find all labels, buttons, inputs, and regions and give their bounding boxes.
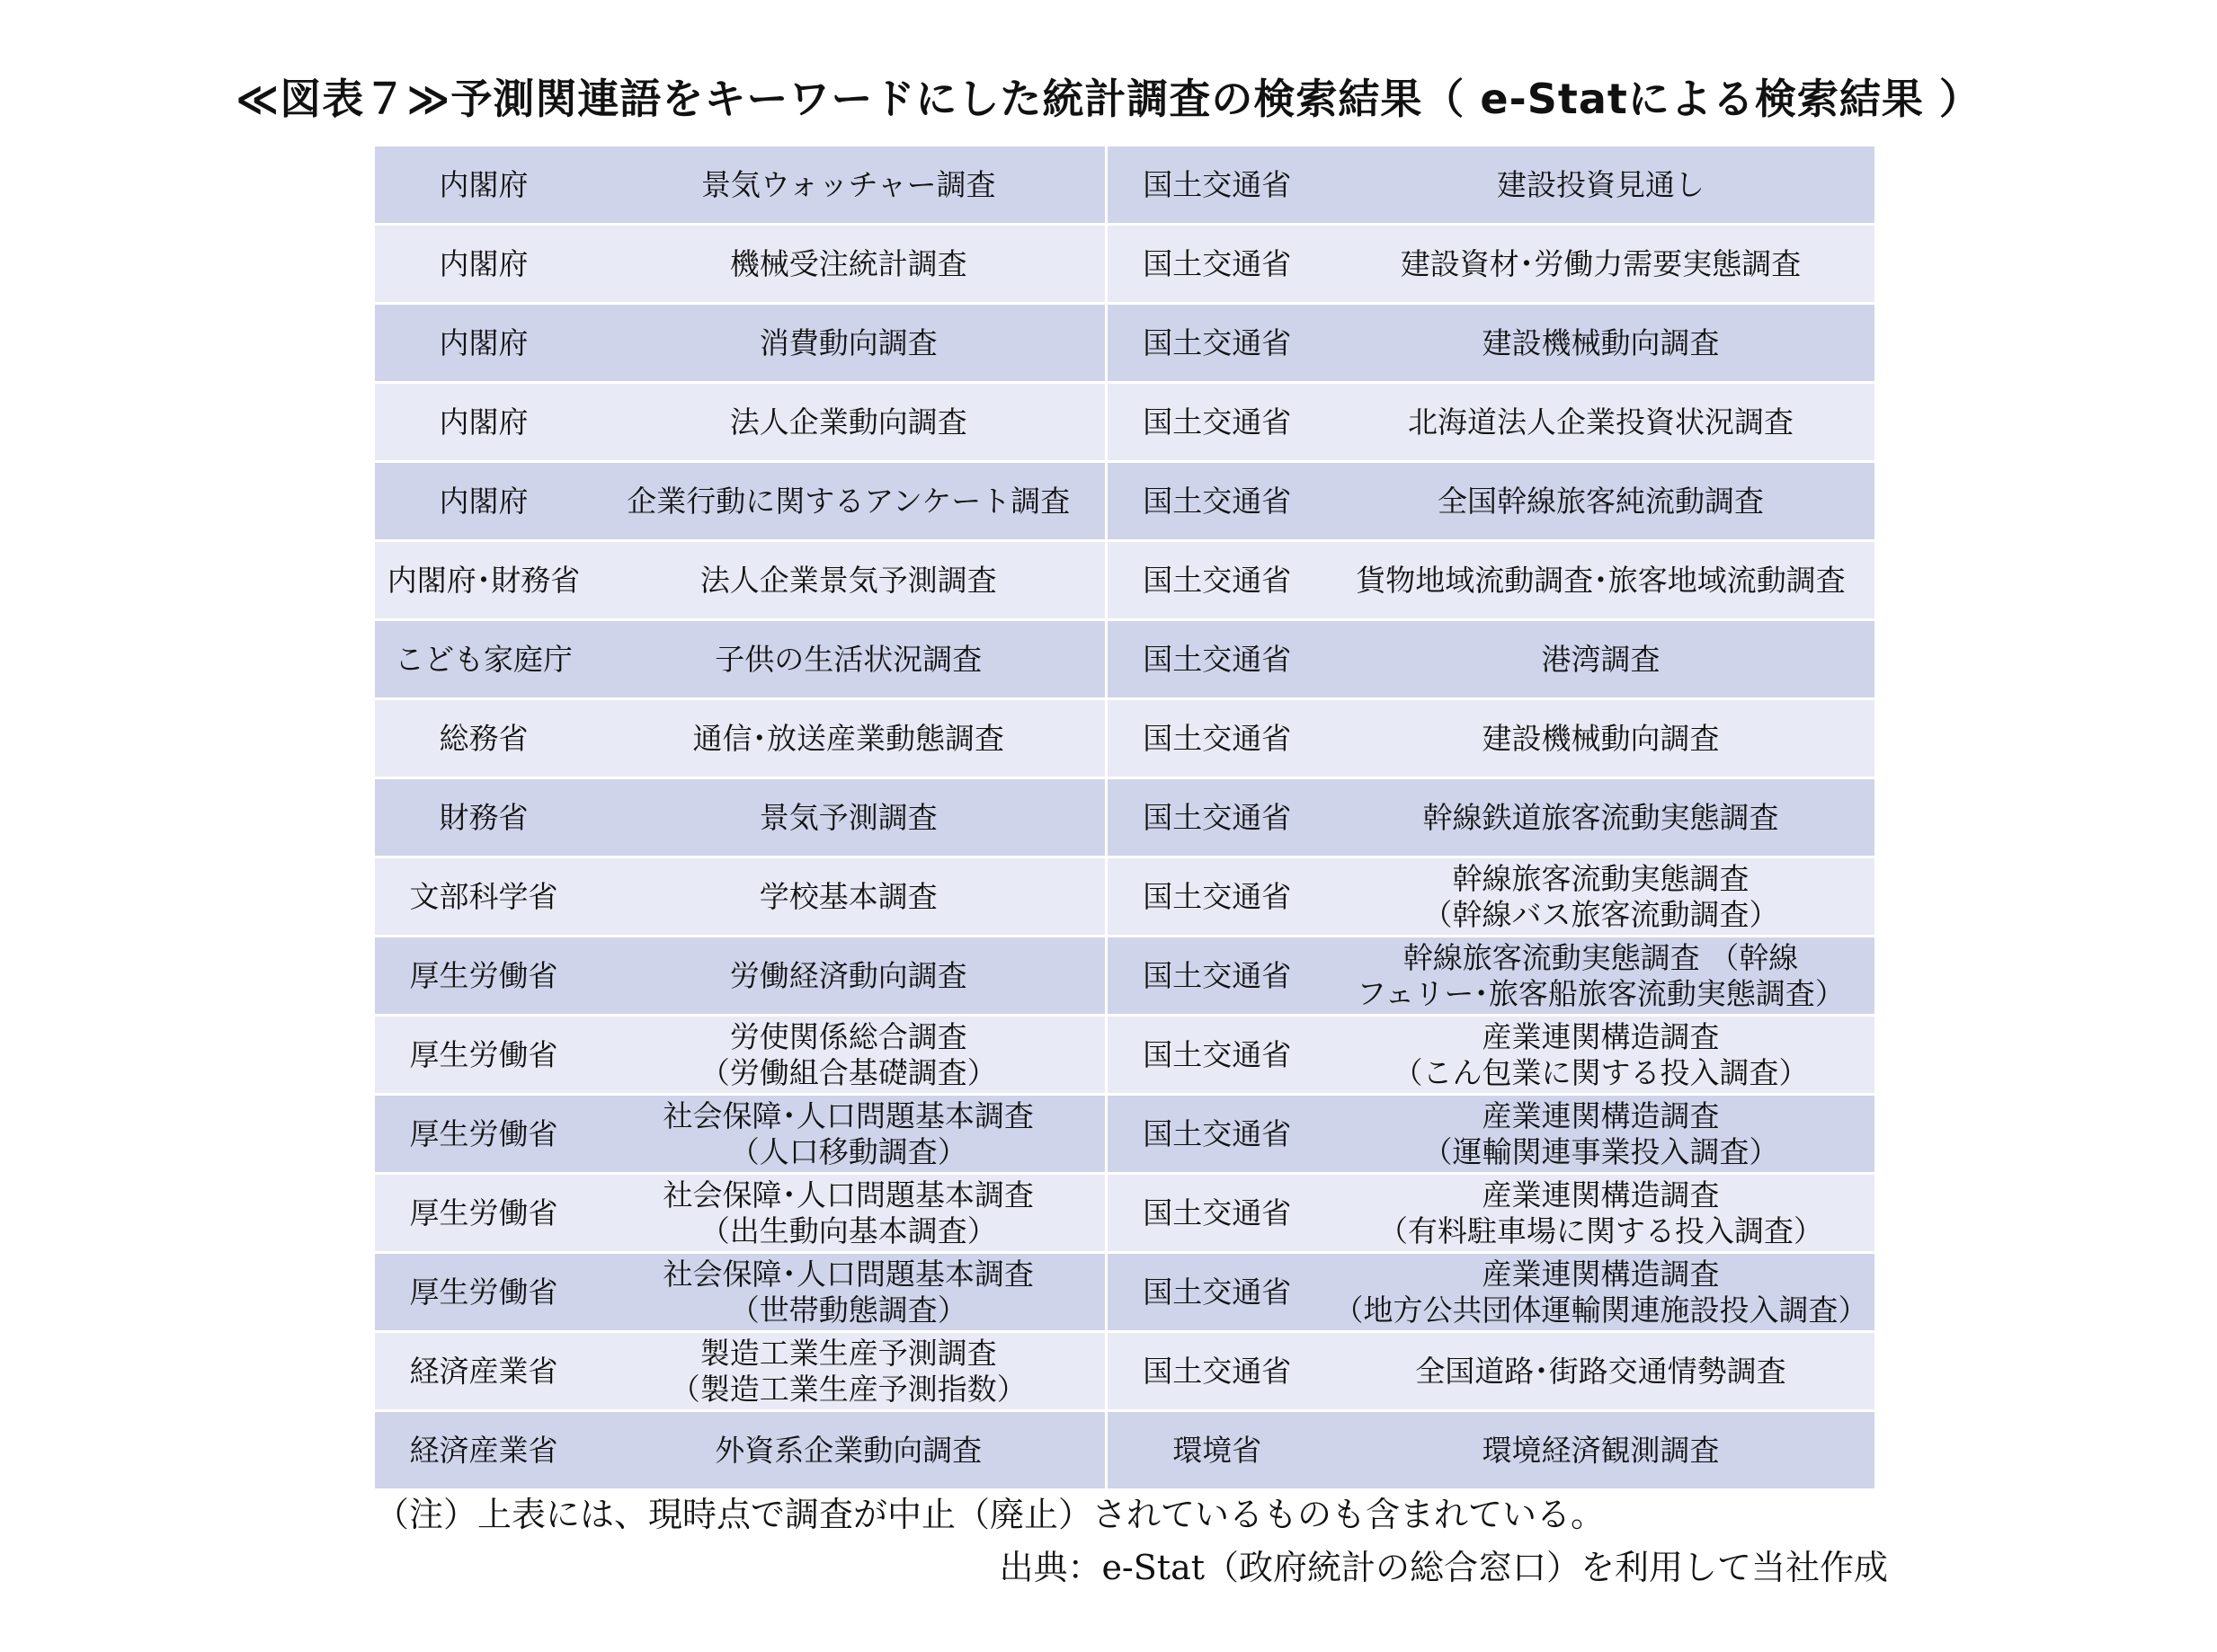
survey-left-cell-text: 法人企業動向調査 (729, 404, 967, 440)
table-note: （注）上表には、現時点で調査が中止（廃止）されているものも含まれている。 (375, 1495, 1606, 1534)
ministry-right-cell (1106, 383, 1327, 462)
survey-right-cell-text: 港湾調査 (1541, 641, 1661, 677)
ministry-right-cell-text: 国土交通省 (1143, 957, 1292, 993)
table-row (375, 1411, 1874, 1490)
ministry-left-cell-text: 内閣府 (439, 483, 529, 519)
ministry-right-cell (1106, 1016, 1327, 1095)
ministry-right-cell (1106, 620, 1327, 699)
ministry-right-cell (1106, 1095, 1327, 1174)
ministry-left-cell (375, 147, 592, 225)
survey-right-cell (1327, 937, 1874, 1016)
ministry-right-cell (1106, 1411, 1327, 1490)
ministry-right-cell (1106, 304, 1327, 383)
survey-right-cell (1327, 620, 1874, 699)
survey-right-cell (1327, 462, 1874, 541)
ministry-left-cell-text: 文部科学省 (409, 878, 558, 914)
survey-left-cell (592, 541, 1106, 620)
table-row (375, 462, 1874, 541)
survey-left-cell (592, 1174, 1106, 1253)
survey-right-cell-text: 建設資材･労働力需要実態調査 (1400, 245, 1802, 281)
survey-right-cell-text: 幹線鉄道旅客流動実態調査 (1422, 799, 1779, 835)
table-row (375, 1095, 1874, 1174)
survey-left-cell-text: 子供の生活状況調査 (715, 641, 983, 677)
ministry-left-cell-text: 総務省 (439, 720, 529, 756)
ministry-right-cell-text: 国土交通省 (1143, 404, 1292, 440)
ministry-left-cell-text: 内閣府 (439, 166, 529, 202)
ministry-right-cell (1106, 937, 1327, 1016)
survey-left-cell (592, 857, 1106, 937)
ministry-right-cell (1106, 1174, 1327, 1253)
ministry-left-cell (375, 1253, 592, 1332)
ministry-right-cell (1106, 699, 1327, 778)
table-row (375, 1174, 1874, 1253)
ministry-left-cell (375, 778, 592, 857)
ministry-right-cell (1106, 541, 1327, 620)
ministry-left-cell-text: 内閣府･財務省 (387, 562, 581, 598)
survey-right-cell (1327, 699, 1874, 778)
survey-left-cell-text: 機械受注統計調査 (729, 245, 967, 281)
ministry-left-cell-text: こども家庭庁 (395, 641, 573, 677)
ministry-right-cell-text: 国土交通省 (1143, 1353, 1292, 1389)
survey-left-cell (592, 147, 1106, 225)
ministry-left-cell-text: 内閣府 (439, 404, 529, 440)
survey-left-cell-text: 消費動向調査 (759, 324, 938, 360)
ministry-left-cell-text: 経済産業省 (409, 1353, 558, 1389)
ministry-left-cell-text: 厚生労働省 (409, 1274, 558, 1310)
table-row (375, 304, 1874, 383)
ministry-left-cell-text: 経済産業省 (409, 1432, 558, 1468)
survey-right-cell-text: 建設機械動向調査 (1482, 720, 1720, 756)
survey-left-cell (592, 1253, 1106, 1332)
ministry-right-cell (1106, 225, 1327, 304)
ministry-right-cell (1106, 778, 1327, 857)
ministry-right-cell-text: 国土交通省 (1143, 1195, 1292, 1230)
survey-right-cell-text: 貨物地域流動調査･旅客地域流動調査 (1356, 562, 1846, 598)
survey-left-cell-text: 通信･放送産業動態調査 (692, 720, 1004, 756)
survey-right-cell (1327, 857, 1874, 937)
survey-right-cell-text: 幹線旅客流動実態調査 （幹線バス旅客流動調査） (1422, 860, 1779, 932)
survey-left-cell-text: 労働経済動向調査 (729, 957, 967, 993)
ministry-left-cell-text: 厚生労働省 (409, 1115, 558, 1151)
table-row (375, 1332, 1874, 1411)
ministry-right-cell (1106, 1253, 1327, 1332)
survey-right-cell-text: 建設投資見通し (1497, 166, 1705, 202)
table-row (375, 778, 1874, 857)
ministry-right-cell (1106, 462, 1327, 541)
ministry-right-cell-text: 環境省 (1172, 1432, 1262, 1468)
ministry-left-cell (375, 462, 592, 541)
ministry-left-cell (375, 1016, 592, 1095)
table-row (375, 937, 1874, 1016)
ministry-left-cell (375, 1332, 592, 1411)
survey-left-cell-text: 社会保障･人口問題基本調査 （人口移動調査） (663, 1097, 1034, 1169)
ministry-right-cell-text: 国土交通省 (1143, 562, 1292, 598)
table-row (375, 147, 1874, 225)
ministry-right-cell-text: 国土交通省 (1143, 641, 1292, 677)
ministry-left-cell (375, 1411, 592, 1490)
table-row (375, 225, 1874, 304)
ministry-right-cell (1106, 1332, 1327, 1411)
survey-left-cell (592, 1332, 1106, 1411)
ministry-left-cell (375, 699, 592, 778)
survey-right-cell-text: 産業連関構造調査 （有料駐車場に関する投入調査） (1378, 1177, 1823, 1248)
survey-left-cell-text: 学校基本調査 (759, 878, 938, 914)
ministry-left-cell (375, 304, 592, 383)
survey-table-body (375, 147, 1874, 1490)
survey-left-cell-text: 景気予測調査 (759, 799, 938, 835)
ministry-left-cell-text: 内閣府 (439, 324, 529, 360)
ministry-left-cell (375, 857, 592, 937)
survey-right-cell (1327, 778, 1874, 857)
figure-title: ≪図表７≫予測関連語をキーワードにした統計調査の検索結果（ e-Statによる検索結果 ） (236, 75, 1981, 123)
ministry-left-cell (375, 541, 592, 620)
survey-right-cell-text: 産業連関構造調査 （地方公共団体運輸関連施設投入調査） (1333, 1256, 1868, 1328)
ministry-left-cell (375, 620, 592, 699)
survey-right-cell (1327, 1253, 1874, 1332)
ministry-left-cell (375, 1095, 592, 1174)
survey-left-cell (592, 1411, 1106, 1490)
ministry-left-cell (375, 383, 592, 462)
survey-right-cell-text: 幹線旅客流動実態調査 （幹線 フェリー･旅客船旅客流動実態調査） (1357, 939, 1845, 1011)
survey-left-cell-text: 労使関係総合調査 （労働組合基礎調査） (699, 1018, 997, 1090)
ministry-right-cell-text: 国土交通省 (1143, 1274, 1292, 1310)
ministry-left-cell-text: 内閣府 (439, 245, 529, 281)
ministry-right-cell-text: 国土交通省 (1143, 166, 1292, 202)
survey-right-cell-text: 北海道法人企業投資状況調査 (1408, 404, 1794, 440)
survey-left-cell (592, 225, 1106, 304)
ministry-left-cell (375, 225, 592, 304)
table-row (375, 857, 1874, 937)
survey-right-cell-text: 産業連関構造調査 （こん包業に関する投入調査） (1393, 1018, 1809, 1090)
ministry-left-cell (375, 937, 592, 1016)
table-row (375, 699, 1874, 778)
table-row (375, 1253, 1874, 1332)
survey-right-cell-text: 全国道路･街路交通情勢調査 (1415, 1353, 1786, 1389)
survey-table (375, 147, 1874, 1491)
ministry-left-cell (375, 1174, 592, 1253)
survey-left-cell (592, 383, 1106, 462)
survey-right-cell-text: 建設機械動向調査 (1482, 324, 1720, 360)
survey-left-cell-text: 外資系企業動向調査 (715, 1432, 983, 1468)
survey-right-cell (1327, 1411, 1874, 1490)
survey-right-cell (1327, 1016, 1874, 1095)
ministry-left-cell-text: 財務省 (439, 799, 529, 835)
ministry-left-cell-text: 厚生労働省 (409, 1195, 558, 1230)
survey-right-cell (1327, 147, 1874, 225)
ministry-right-cell-text: 国土交通省 (1143, 720, 1292, 756)
ministry-right-cell-text: 国土交通省 (1143, 245, 1292, 281)
survey-right-cell (1327, 541, 1874, 620)
ministry-right-cell (1106, 857, 1327, 937)
survey-left-cell (592, 778, 1106, 857)
survey-right-cell-text: 環境経済観測調査 (1482, 1432, 1720, 1468)
survey-right-cell (1327, 225, 1874, 304)
ministry-left-cell-text: 厚生労働省 (409, 957, 558, 993)
survey-right-cell-text: 産業連関構造調査 （運輸関連事業投入調査） (1422, 1097, 1779, 1169)
ministry-right-cell-text: 国土交通省 (1143, 799, 1292, 835)
table-row (375, 1016, 1874, 1095)
survey-left-cell-text: 企業行動に関するアンケート調査 (627, 483, 1071, 519)
survey-left-cell-text: 社会保障･人口問題基本調査 （世帯動態調査） (663, 1256, 1034, 1328)
survey-right-cell (1327, 1332, 1874, 1411)
survey-left-cell-text: 法人企業景気予測調査 (699, 562, 997, 598)
source-credit: 出典：e-Stat（政府統計の総合窓口）を利用して当社作成 (999, 1548, 1888, 1587)
ministry-right-cell-text: 国土交通省 (1143, 324, 1292, 360)
survey-left-cell-text: 景気ウォッチャー調査 (700, 166, 996, 202)
table-row (375, 620, 1874, 699)
survey-right-cell (1327, 304, 1874, 383)
survey-right-cell (1327, 383, 1874, 462)
survey-left-cell (592, 1016, 1106, 1095)
survey-left-cell (592, 699, 1106, 778)
survey-left-cell (592, 937, 1106, 1016)
survey-left-cell-text: 製造工業生産予測調査 （製造工業生産予測指数） (670, 1335, 1027, 1407)
ministry-right-cell-text: 国土交通省 (1143, 878, 1292, 914)
ministry-left-cell-text: 厚生労働省 (409, 1036, 558, 1072)
survey-right-cell (1327, 1174, 1874, 1253)
survey-left-cell (592, 304, 1106, 383)
ministry-right-cell (1106, 147, 1327, 225)
table-row (375, 541, 1874, 620)
ministry-right-cell-text: 国土交通省 (1143, 1036, 1292, 1072)
table-row (375, 383, 1874, 462)
ministry-right-cell-text: 国土交通省 (1143, 1115, 1292, 1151)
survey-left-cell (592, 1095, 1106, 1174)
survey-right-cell-text: 全国幹線旅客純流動調査 (1438, 483, 1764, 519)
survey-right-cell (1327, 1095, 1874, 1174)
survey-left-cell (592, 462, 1106, 541)
ministry-right-cell-text: 国土交通省 (1143, 483, 1292, 519)
survey-left-cell (592, 620, 1106, 699)
survey-left-cell-text: 社会保障･人口問題基本調査 （出生動向基本調査） (663, 1177, 1034, 1248)
